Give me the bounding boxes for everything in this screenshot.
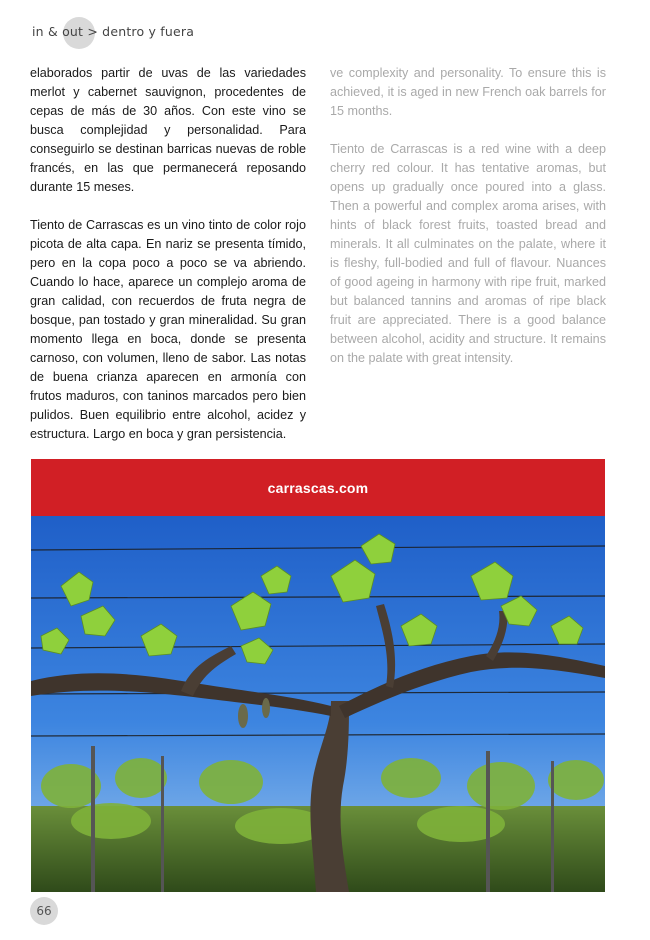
paragraph: ve complexity and personality. To ensure this is achieved, it is aged in new French oak barrels for 15 months. xyxy=(330,66,606,118)
page-number: 66 xyxy=(36,904,52,918)
english-text-column xyxy=(330,64,606,387)
website-link[interactable]: carrascas.com xyxy=(267,479,369,496)
paragraph: Tiento de Carrascas es un vino tinto de color rojo picota de alta capa. En nariz se presenta tímido, pero en la copa poco a poco se va abriendo. Cuando lo hace, aparece un complejo aroma de gran calidad, con recuerdos de fruta negra de bosque, pan tostado y gran mineralidad. Su gran momento llega en boca, donde se presenta carnoso, con volumen, lleno de sabor. Las notas de buena crianza aparecen en armonía con frutos maduros, con taninos marcados pero bien pulidos. Buen equilibrio entre alcohol, acidez y estructura. Largo en boca y gran persistencia. xyxy=(30,218,306,441)
paragraph: Tiento de Carrascas is a red wine with a deep cherry red colour. It has tentative aromas, but opens up gradually once poured into a glass. Then a powerful and complex aroma arises, with hints of black forest fruits, toasted bread and minerals. It all culminates on the palate, where it is fleshy, full-bodied and full of flavour. Nuances of good ageing in harmony with ripe fruit, marked but balanced tannins and aromas of ripe black fruit are appreciated. There is a good balance between alcohol, acidity and structure. It remains on the palate with great intensity. xyxy=(330,142,606,365)
grapevine-photo xyxy=(31,516,605,892)
spanish-text-column xyxy=(30,64,306,463)
paragraph: elaborados partir de uvas de las variedades merlot y cabernet sauvignon, procedentes de cepas de más de 30 años. Con este vino se busca complejidad y personalidad. Para conseguirlo se destinan barricas nuevas de roble francés, en las que permanecerá reposando durante 15 meses. xyxy=(30,66,306,194)
page-number-badge xyxy=(30,897,58,925)
website-banner xyxy=(31,459,605,516)
section-header: in & out > dentro y fuera xyxy=(32,24,195,39)
